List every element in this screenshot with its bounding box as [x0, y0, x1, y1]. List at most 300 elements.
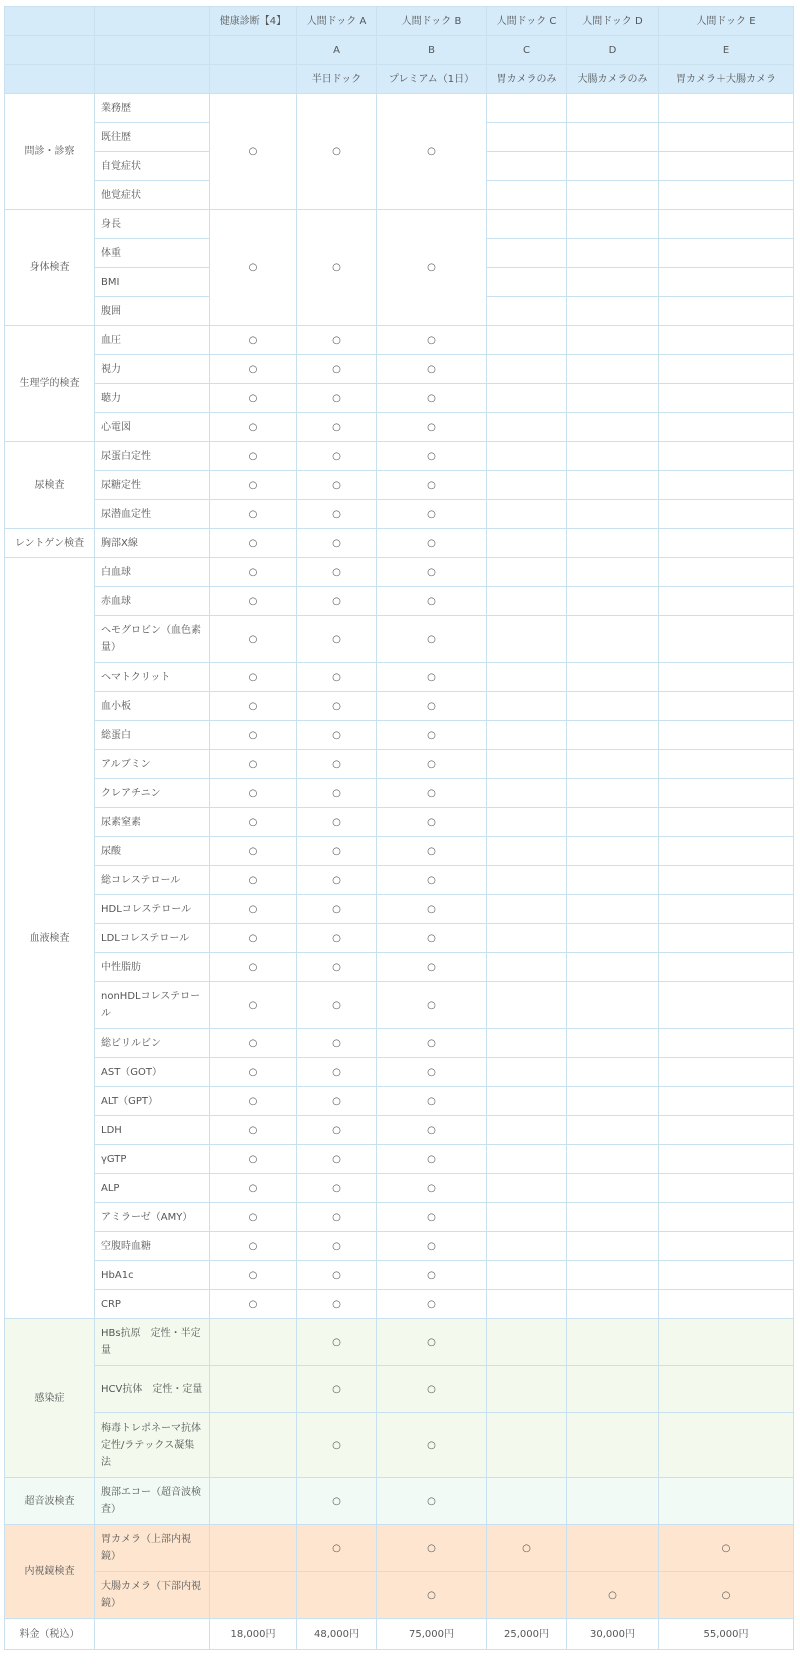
empty-cell	[487, 1261, 567, 1290]
empty-cell	[567, 297, 659, 326]
category-infection: 感染症	[5, 1319, 95, 1478]
table-row	[5, 837, 794, 866]
included-mark: ○	[377, 558, 487, 587]
exam-item: 血小板	[95, 692, 210, 721]
header-blank	[95, 7, 210, 36]
empty-cell	[487, 837, 567, 866]
empty-cell	[659, 663, 794, 692]
exam-item: 尿酸	[95, 837, 210, 866]
included-mark: ○	[377, 837, 487, 866]
empty-cell	[487, 982, 567, 1029]
empty-cell	[659, 1174, 794, 1203]
empty-cell	[659, 721, 794, 750]
empty-cell	[567, 94, 659, 123]
empty-cell	[659, 587, 794, 616]
header-blank	[5, 7, 95, 36]
included-mark: ○	[377, 471, 487, 500]
course-note	[210, 65, 297, 94]
price-value: 75,000円	[377, 1619, 487, 1650]
empty-cell	[659, 1145, 794, 1174]
included-mark: ○	[210, 953, 297, 982]
included-mark: ○	[297, 558, 377, 587]
empty-cell	[567, 616, 659, 663]
included-mark: ○	[487, 1525, 567, 1572]
table-row	[5, 1087, 794, 1116]
table-row	[5, 1203, 794, 1232]
header-row-code	[5, 36, 794, 65]
empty-cell	[567, 1319, 659, 1366]
empty-cell	[659, 558, 794, 587]
included-mark: ○	[377, 982, 487, 1029]
included-mark: ○	[377, 500, 487, 529]
empty-cell	[567, 895, 659, 924]
table-row	[5, 210, 794, 239]
table-row	[5, 558, 794, 587]
included-mark: ○	[297, 355, 377, 384]
empty-cell	[487, 1029, 567, 1058]
included-mark: ○	[567, 1572, 659, 1619]
included-mark: ○	[210, 779, 297, 808]
exam-item: 大腸カメラ（下部内視鏡）	[95, 1572, 210, 1619]
empty-cell	[567, 587, 659, 616]
included-mark: ○	[297, 1478, 377, 1525]
included-mark: ○	[377, 1525, 487, 1572]
empty-cell	[487, 1478, 567, 1525]
exam-item: 自覚症状	[95, 152, 210, 181]
empty-cell	[567, 500, 659, 529]
empty-cell	[487, 587, 567, 616]
empty-cell	[659, 471, 794, 500]
empty-cell	[487, 1232, 567, 1261]
included-mark: ○	[377, 1413, 487, 1478]
course-header: 人間ドック D	[567, 7, 659, 36]
included-mark: ○	[377, 616, 487, 663]
included-mark: ○	[377, 587, 487, 616]
included-mark: ○	[210, 1174, 297, 1203]
empty-cell	[659, 326, 794, 355]
table-row	[5, 1290, 794, 1319]
included-mark: ○	[377, 94, 487, 210]
exam-item: CRP	[95, 1290, 210, 1319]
exam-item: 業務歴	[95, 94, 210, 123]
exam-item: LDLコレステロール	[95, 924, 210, 953]
empty-cell	[487, 1145, 567, 1174]
empty-cell	[659, 1058, 794, 1087]
included-mark: ○	[659, 1572, 794, 1619]
empty-cell	[659, 268, 794, 297]
empty-cell	[567, 384, 659, 413]
course-header: 人間ドック B	[377, 7, 487, 36]
empty-cell	[210, 1413, 297, 1478]
course-note: 胃カメラ＋大腸カメラ	[659, 65, 794, 94]
exam-item: 尿糖定性	[95, 471, 210, 500]
included-mark: ○	[210, 924, 297, 953]
table-row	[5, 692, 794, 721]
exam-item: ヘモグロビン（血色素量）	[95, 616, 210, 663]
empty-cell	[567, 779, 659, 808]
course-note: 半日ドック	[297, 65, 377, 94]
included-mark: ○	[297, 837, 377, 866]
included-mark: ○	[377, 210, 487, 326]
empty-cell	[487, 1116, 567, 1145]
empty-cell	[487, 866, 567, 895]
included-mark: ○	[210, 355, 297, 384]
empty-cell	[659, 808, 794, 837]
empty-cell	[210, 1525, 297, 1572]
empty-cell	[659, 895, 794, 924]
exam-item: ALT（GPT）	[95, 1087, 210, 1116]
included-mark: ○	[210, 1145, 297, 1174]
empty-cell	[487, 471, 567, 500]
empty-cell	[487, 384, 567, 413]
exam-item: 尿潜血定性	[95, 500, 210, 529]
included-mark: ○	[210, 558, 297, 587]
included-mark: ○	[210, 471, 297, 500]
included-mark: ○	[297, 1319, 377, 1366]
empty-cell	[487, 297, 567, 326]
included-mark: ○	[297, 1029, 377, 1058]
empty-cell	[95, 1619, 210, 1650]
price-value: 55,000円	[659, 1619, 794, 1650]
included-mark: ○	[210, 616, 297, 663]
exam-item: HBs抗原 定性・半定量	[95, 1319, 210, 1366]
included-mark: ○	[210, 1058, 297, 1087]
exam-item: 血圧	[95, 326, 210, 355]
table-row	[5, 982, 794, 1029]
empty-cell	[567, 924, 659, 953]
included-mark: ○	[210, 1290, 297, 1319]
price-row	[5, 1619, 794, 1650]
exam-item: γGTP	[95, 1145, 210, 1174]
empty-cell	[487, 1174, 567, 1203]
empty-cell	[567, 837, 659, 866]
included-mark: ○	[210, 982, 297, 1029]
empty-cell	[567, 1232, 659, 1261]
empty-cell	[567, 181, 659, 210]
exam-item: HbA1c	[95, 1261, 210, 1290]
included-mark: ○	[210, 837, 297, 866]
included-mark: ○	[297, 779, 377, 808]
table-row	[5, 500, 794, 529]
included-mark: ○	[377, 413, 487, 442]
included-mark: ○	[297, 895, 377, 924]
exam-item: 総コレステロール	[95, 866, 210, 895]
table-row	[5, 924, 794, 953]
empty-cell	[659, 982, 794, 1029]
included-mark: ○	[377, 355, 487, 384]
included-mark: ○	[377, 866, 487, 895]
price-value: 30,000円	[567, 1619, 659, 1650]
category-endoscopy: 内視鏡検査	[5, 1525, 95, 1619]
empty-cell	[567, 1029, 659, 1058]
table-row	[5, 1478, 794, 1525]
empty-cell	[659, 1029, 794, 1058]
empty-cell	[487, 692, 567, 721]
empty-cell	[659, 210, 794, 239]
empty-cell	[487, 1413, 567, 1478]
exam-item: AST（GOT）	[95, 1058, 210, 1087]
included-mark: ○	[297, 1116, 377, 1145]
empty-cell	[567, 808, 659, 837]
empty-cell	[567, 750, 659, 779]
price-value: 48,000円	[297, 1619, 377, 1650]
header-blank	[95, 36, 210, 65]
table-row	[5, 866, 794, 895]
empty-cell	[487, 442, 567, 471]
included-mark: ○	[377, 721, 487, 750]
included-mark: ○	[297, 326, 377, 355]
included-mark: ○	[297, 1145, 377, 1174]
table-row	[5, 616, 794, 663]
exam-item: アルブミン	[95, 750, 210, 779]
included-mark: ○	[210, 442, 297, 471]
included-mark: ○	[377, 442, 487, 471]
empty-cell	[487, 1058, 567, 1087]
table-row	[5, 1413, 794, 1478]
table-row	[5, 1116, 794, 1145]
empty-cell	[487, 953, 567, 982]
empty-cell	[567, 123, 659, 152]
included-mark: ○	[377, 1087, 487, 1116]
empty-cell	[659, 866, 794, 895]
empty-cell	[487, 616, 567, 663]
course-header: 人間ドック C	[487, 7, 567, 36]
included-mark: ○	[297, 1366, 377, 1413]
empty-cell	[567, 1478, 659, 1525]
exam-item: 尿蛋白定性	[95, 442, 210, 471]
empty-cell	[487, 326, 567, 355]
empty-cell	[659, 297, 794, 326]
empty-cell	[659, 1087, 794, 1116]
empty-cell	[567, 1058, 659, 1087]
course-header: 健康診断【4】	[210, 7, 297, 36]
included-mark: ○	[377, 326, 487, 355]
included-mark: ○	[297, 500, 377, 529]
empty-cell	[567, 1174, 659, 1203]
empty-cell	[567, 442, 659, 471]
empty-cell	[487, 663, 567, 692]
empty-cell	[487, 355, 567, 384]
empty-cell	[487, 1319, 567, 1366]
included-mark: ○	[210, 750, 297, 779]
included-mark: ○	[297, 1174, 377, 1203]
empty-cell	[567, 326, 659, 355]
empty-cell	[567, 268, 659, 297]
exam-item: 白血球	[95, 558, 210, 587]
empty-cell	[487, 210, 567, 239]
empty-cell	[659, 692, 794, 721]
included-mark: ○	[210, 384, 297, 413]
exam-item: 体重	[95, 239, 210, 268]
empty-cell	[567, 1087, 659, 1116]
table-body	[5, 7, 794, 1650]
included-mark: ○	[210, 587, 297, 616]
included-mark: ○	[210, 1232, 297, 1261]
empty-cell	[567, 1203, 659, 1232]
price-label: 料金（税込）	[5, 1619, 95, 1650]
table-row	[5, 1261, 794, 1290]
empty-cell	[567, 152, 659, 181]
table-row	[5, 808, 794, 837]
empty-cell	[567, 1525, 659, 1572]
empty-cell	[487, 750, 567, 779]
exam-item: nonHDLコレステロール	[95, 982, 210, 1029]
included-mark: ○	[377, 1572, 487, 1619]
exam-comparison-table	[4, 6, 794, 1650]
empty-cell	[659, 1232, 794, 1261]
included-mark: ○	[377, 692, 487, 721]
table-row	[5, 721, 794, 750]
included-mark: ○	[297, 808, 377, 837]
included-mark: ○	[377, 384, 487, 413]
included-mark: ○	[210, 210, 297, 326]
table-row	[5, 779, 794, 808]
included-mark: ○	[210, 1203, 297, 1232]
empty-cell	[487, 895, 567, 924]
category-ultrasound: 超音波検査	[5, 1478, 95, 1525]
included-mark: ○	[210, 895, 297, 924]
category-urine: 尿検査	[5, 442, 95, 529]
included-mark: ○	[377, 1232, 487, 1261]
included-mark: ○	[210, 1261, 297, 1290]
empty-cell	[659, 1261, 794, 1290]
empty-cell	[659, 616, 794, 663]
included-mark: ○	[210, 663, 297, 692]
category-physio: 生理学的検査	[5, 326, 95, 442]
table-row	[5, 471, 794, 500]
category-xray: レントゲン検査	[5, 529, 95, 558]
exam-item: クレアチニン	[95, 779, 210, 808]
exam-item: 視力	[95, 355, 210, 384]
empty-cell	[487, 123, 567, 152]
empty-cell	[487, 413, 567, 442]
included-mark: ○	[210, 413, 297, 442]
exam-item: 梅毒トレポネーマ抗体定性/ラテックス凝集法	[95, 1413, 210, 1478]
exam-item: 他覚症状	[95, 181, 210, 210]
category-blood: 血液検査	[5, 558, 95, 1319]
table-row	[5, 326, 794, 355]
course-code: D	[567, 36, 659, 65]
empty-cell	[659, 1290, 794, 1319]
exam-item: BMI	[95, 268, 210, 297]
empty-cell	[487, 181, 567, 210]
included-mark: ○	[297, 471, 377, 500]
empty-cell	[567, 663, 659, 692]
included-mark: ○	[377, 750, 487, 779]
included-mark: ○	[377, 895, 487, 924]
exam-item: 胸部X線	[95, 529, 210, 558]
included-mark: ○	[377, 808, 487, 837]
empty-cell	[487, 808, 567, 837]
included-mark: ○	[377, 1029, 487, 1058]
exam-item: 聴力	[95, 384, 210, 413]
empty-cell	[659, 529, 794, 558]
exam-item: 心電図	[95, 413, 210, 442]
empty-cell	[487, 779, 567, 808]
table-row	[5, 1525, 794, 1572]
empty-cell	[567, 1116, 659, 1145]
exam-item: 総ビリルビン	[95, 1029, 210, 1058]
empty-cell	[659, 1319, 794, 1366]
included-mark: ○	[659, 1525, 794, 1572]
empty-cell	[567, 1413, 659, 1478]
exam-item: ALP	[95, 1174, 210, 1203]
table-row	[5, 1232, 794, 1261]
included-mark: ○	[377, 1174, 487, 1203]
empty-cell	[659, 1478, 794, 1525]
included-mark: ○	[297, 94, 377, 210]
included-mark: ○	[377, 924, 487, 953]
course-code: A	[297, 36, 377, 65]
included-mark: ○	[377, 1116, 487, 1145]
course-code: C	[487, 36, 567, 65]
empty-cell	[659, 779, 794, 808]
empty-cell	[659, 953, 794, 982]
included-mark: ○	[377, 1319, 487, 1366]
exam-item: 尿素窒素	[95, 808, 210, 837]
exam-item: 総蛋白	[95, 721, 210, 750]
empty-cell	[487, 1366, 567, 1413]
empty-cell	[567, 529, 659, 558]
empty-cell	[659, 239, 794, 268]
table-row	[5, 1319, 794, 1366]
empty-cell	[487, 529, 567, 558]
empty-cell	[567, 953, 659, 982]
table-row	[5, 953, 794, 982]
included-mark: ○	[210, 500, 297, 529]
table-row	[5, 1572, 794, 1619]
header-blank	[95, 65, 210, 94]
table-row	[5, 1029, 794, 1058]
included-mark: ○	[377, 1290, 487, 1319]
price-value: 18,000円	[210, 1619, 297, 1650]
course-note: プレミアム（1日）	[377, 65, 487, 94]
included-mark: ○	[297, 663, 377, 692]
table-row	[5, 384, 794, 413]
included-mark: ○	[297, 1525, 377, 1572]
included-mark: ○	[377, 1478, 487, 1525]
included-mark: ○	[377, 663, 487, 692]
included-mark: ○	[377, 779, 487, 808]
included-mark: ○	[377, 1145, 487, 1174]
included-mark: ○	[297, 1413, 377, 1478]
exam-item: 空腹時血糖	[95, 1232, 210, 1261]
empty-cell	[210, 1366, 297, 1413]
category-body: 身体検査	[5, 210, 95, 326]
table-row	[5, 587, 794, 616]
table-row	[5, 94, 794, 123]
exam-item: 身長	[95, 210, 210, 239]
empty-cell	[487, 1087, 567, 1116]
empty-cell	[567, 558, 659, 587]
empty-cell	[487, 239, 567, 268]
empty-cell	[567, 692, 659, 721]
empty-cell	[487, 1203, 567, 1232]
included-mark: ○	[210, 866, 297, 895]
table-row	[5, 663, 794, 692]
included-mark: ○	[297, 924, 377, 953]
exam-item: 赤血球	[95, 587, 210, 616]
header-row-course	[5, 7, 794, 36]
header-row-note	[5, 65, 794, 94]
included-mark: ○	[377, 953, 487, 982]
empty-cell	[487, 500, 567, 529]
empty-cell	[659, 924, 794, 953]
included-mark: ○	[297, 1087, 377, 1116]
empty-cell	[487, 1290, 567, 1319]
empty-cell	[567, 1290, 659, 1319]
empty-cell	[567, 866, 659, 895]
